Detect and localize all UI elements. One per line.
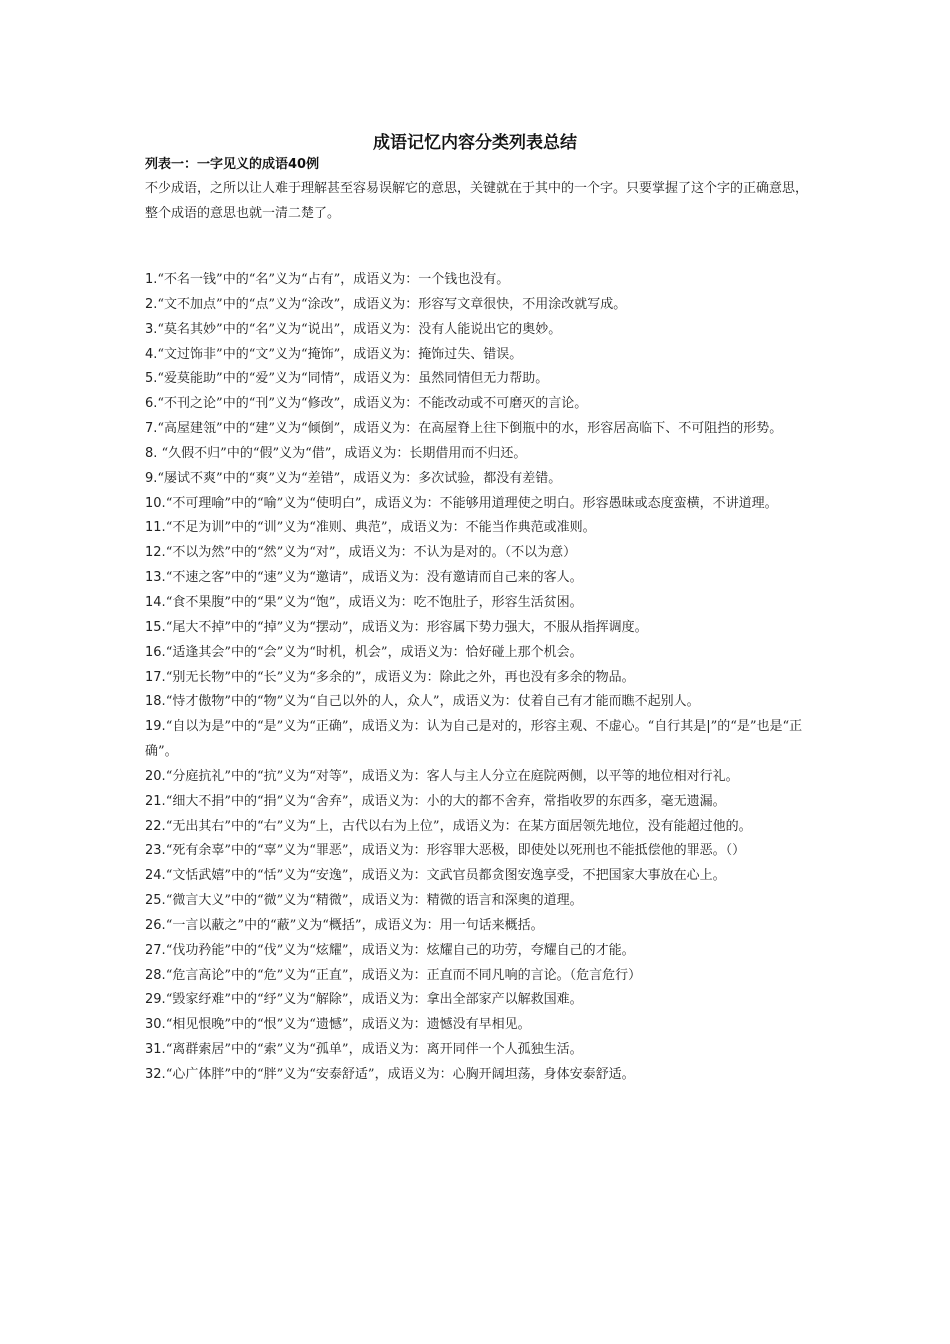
list-item (145, 666, 820, 691)
item-number: 22. (145, 818, 166, 834)
idiom-list (145, 268, 820, 1088)
list-item (145, 591, 820, 616)
list-item (145, 641, 820, 666)
item-number: 1. (145, 272, 158, 287)
list-item (145, 715, 820, 765)
item-text: “不刊之论”中的“刊”义为“修改”，成语义为：不能改动或不可磨灭的言论。 (157, 396, 588, 412)
item-number: 29. (145, 992, 166, 1008)
item-text: “别无长物”中的“长”义为“多余的”，成语义为：除此之外，再也没有多余的物品。 (165, 669, 635, 685)
item-number: 9. (145, 470, 158, 486)
list-item (145, 839, 820, 864)
item-text: “高屋建瓴”中的“建”义为“倾倒”，成语义为：在高屋脊上往下倒瓶中的水，形容居高临下、不可阻挡的形势。 (157, 421, 783, 437)
list-item (145, 864, 820, 889)
item-text: “不以为然”中的“然”义为“对”，成语义为：不认为是对的。（不以为意） (165, 545, 577, 561)
item-text: “相见恨晚”中的“恨”义为“遗憾”，成语义为：遗憾没有早相见。 (165, 1017, 531, 1033)
item-text: “文不加点”中的“点”义为“涂改”，成语义为：形容写文章很快，不用涂改就写成。 (157, 296, 627, 312)
list-item (145, 392, 820, 417)
item-text: “适逢其会”中的“会”义为“时机，机会”，成语义为：恰好碰上那个机会。 (165, 644, 583, 660)
item-text: “伐功矜能”中的“伐”义为“炫耀”，成语义为：炫耀自己的功劳，夸耀自己的才能。 (165, 942, 635, 958)
item-number: 20. (145, 768, 166, 784)
list-item (145, 417, 820, 442)
item-text: “自以为是”中的“是”义为“正确”，成语义为：认为自己是对的，形容主观、不虚心。“自行其是|”的“是”也是“正确”。 (145, 719, 803, 760)
item-number: 8. (145, 445, 158, 461)
item-number: 25. (145, 893, 166, 909)
item-text: “莫名其妙”中的“名”义为“说出”，成语义为：没有人能说出它的奥妙。 (157, 321, 562, 337)
list-item (145, 467, 820, 492)
section-subtitle: 列表一：一字见义的成语40例 (145, 157, 320, 172)
item-number: 16. (145, 644, 166, 660)
list-item (145, 790, 820, 815)
item-text: “爱莫能助”中的“爱”义为“同情”，成语义为：虽然同情但无力帮助。 (157, 371, 549, 387)
list-item (145, 367, 820, 392)
item-number: 30. (145, 1017, 166, 1033)
item-text: “心广体胖”中的“胖”义为“安泰舒适”，成语义为：心胸开阔坦荡，身体安泰舒适。 (165, 1067, 635, 1082)
item-text: “屡试不爽”中的“爽”义为“差错”，成语义为：多次试验，都没有差错。 (157, 470, 562, 486)
list-item (145, 268, 820, 293)
item-text: “不可理喻”中的“喻”义为“使明白”，成语义为：不能够用道理使之明白。形容愚昧或态度蛮横，不讲道理。 (165, 495, 778, 511)
list-item (145, 566, 820, 591)
item-number: 31. (145, 1042, 166, 1058)
item-text: “细大不捐”中的“捐”义为“舍弃”，成语义为：小的大的都不舍弃，常指收罗的东西多，毫无遗漏。 (165, 793, 726, 809)
list-item (145, 889, 820, 914)
item-text: “微言大义”中的“微”义为“精微”，成语义为：精微的语言和深奥的道理。 (165, 893, 583, 909)
item-text: “离群索居”中的“索”义为“孤单”，成语义为：离开同伴一个人孤独生活。 (165, 1042, 583, 1058)
item-number: 18. (145, 694, 166, 710)
item-number: 3. (145, 321, 158, 337)
item-number: 2. (145, 296, 158, 312)
item-number: 11. (145, 520, 166, 536)
item-number: 6. (145, 396, 158, 412)
list-item (145, 765, 820, 790)
list-item (145, 988, 820, 1013)
list-item (145, 914, 820, 939)
item-text: “不足为训”中的“训”义为“准则、典范”，成语义为：不能当作典范或准则。 (165, 520, 596, 536)
item-text: “尾大不掉”中的“掉”义为“摆动”，成语义为：形容属下势力强大，不服从指挥调度。 (165, 619, 648, 635)
document-title: 成语记忆内容分类列表总结 (373, 133, 577, 153)
item-text: “不速之客”中的“速”义为“邀请”，成语义为：没有邀请而自己来的客人。 (165, 570, 583, 586)
list-item (145, 964, 820, 989)
item-number: 5. (145, 371, 158, 387)
item-text: “分庭抗礼”中的“抗”义为“对等”，成语义为：客人与主人分立在庭院两侧，以平等的地位相对行礼。 (165, 768, 739, 784)
item-number: 12. (145, 545, 166, 561)
list-item (145, 492, 820, 517)
item-number: 15. (145, 619, 166, 635)
list-item (145, 939, 820, 964)
item-text: “危言高论”中的“危”义为“正直”，成语义为：正直而不同凡响的言论。（危言危行） (165, 967, 642, 983)
item-number: 4. (145, 346, 158, 362)
list-item (145, 1038, 820, 1063)
item-number: 7. (145, 421, 158, 437)
item-number: 17. (145, 669, 166, 685)
item-number: 32. (145, 1067, 166, 1082)
item-text: “久假不归”中的“假”义为“借”，成语义为：长期借用而不归还。 (157, 445, 527, 461)
item-text: “食不果腹”中的“果”义为“饱”，成语义为：吃不饱肚子，形容生活贫困。 (165, 594, 583, 610)
item-text: “死有余辜”中的“辜”义为“罪恶”，成语义为：形容罪大恶极，即使处以死刑也不能抵偿他的罪恶。（） (165, 843, 746, 859)
list-item (145, 1013, 820, 1038)
item-text: “文过饰非”中的“文”义为“掩饰”，成语义为：掩饰过失、错误。 (157, 346, 523, 362)
list-item (145, 343, 820, 368)
list-item (145, 690, 820, 715)
item-text: “毁家纾难”中的“纾”义为“解除”，成语义为：拿出全部家产以解救国难。 (165, 992, 583, 1008)
item-number: 28. (145, 967, 166, 983)
list-item (145, 616, 820, 641)
item-text: “一言以蔽之”中的“蔽”义为“概括”，成语义为：用一句话来概括。 (165, 917, 544, 933)
intro-paragraph: 不少成语，之所以让人难于理解甚至容易误解它的意思，关键就在于其中的一个字。只要掌握了这个字的正确意思，整个成语的意思也就一清二楚了。 (145, 181, 809, 221)
item-number: 10. (145, 495, 166, 511)
list-item (145, 1063, 820, 1088)
item-number: 19. (145, 719, 166, 735)
item-text: “恃才傲物”中的“物”义为“自己以外的人，众人”，成语义为：仗着自己有才能而瞧不起别人。 (165, 694, 700, 710)
list-item (145, 541, 820, 566)
item-number: 24. (145, 868, 166, 884)
item-number: 26. (145, 917, 166, 933)
item-number: 27. (145, 942, 166, 958)
item-number: 14. (145, 594, 166, 610)
item-text: “文恬武嬉”中的“恬”义为“安逸”，成语义为：文武官员都贪图安逸享受，不把国家大事放在心上。 (165, 868, 726, 884)
item-number: 13. (145, 570, 166, 586)
list-item (145, 318, 820, 343)
item-number: 21. (145, 793, 166, 809)
item-text: “无出其右”中的“右”义为“上，古代以右为上位”，成语义为：在某方面居领先地位，没有能超过他的。 (165, 818, 752, 834)
list-item (145, 442, 820, 467)
list-item (145, 516, 820, 541)
list-item (145, 293, 820, 318)
item-text: “不名一钱”中的“名”义为“占有”，成语义为：一个钱也没有。 (157, 272, 510, 287)
list-item (145, 815, 820, 840)
item-number: 23. (145, 843, 166, 859)
